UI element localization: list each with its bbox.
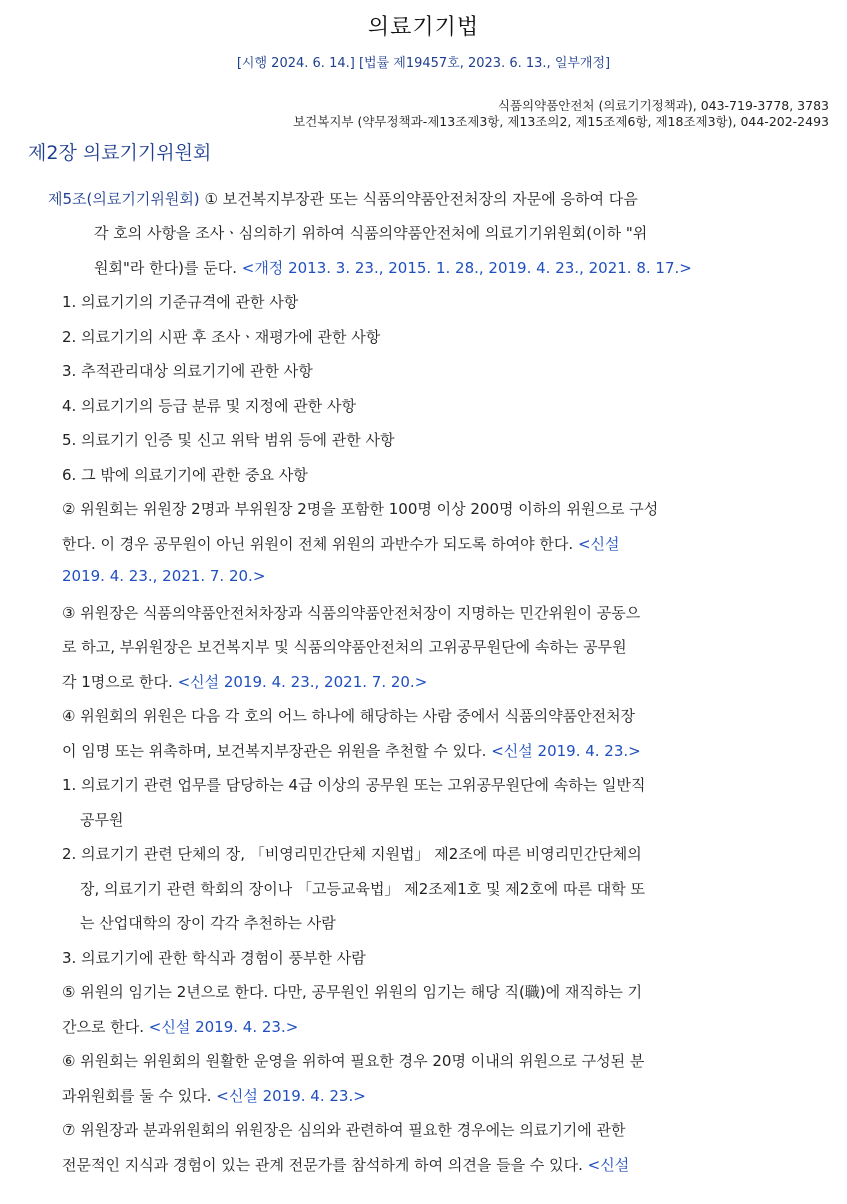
paragraph-6-line-2: 과위원회를 둘 수 있다. <신설 2019. 4. 23.> xyxy=(62,1087,366,1105)
amendment-note: <신설 xyxy=(587,1156,630,1174)
paragraph-5-line-2: 간으로 한다. <신설 2019. 4. 23.> xyxy=(62,1018,299,1036)
paragraph-1-line-3: 원회"라 한다)를 둔다. <개정 2013. 3. 23., 2015. 1. 28., 2019. 4. 23., 2021. 8. 17.> xyxy=(94,259,692,277)
enactment-info: [시행 2024. 6. 14.] [법률 제19457호, 2023. 6. 13., 일부개정] xyxy=(236,56,611,71)
department-mfds: 식품의약품안전처 (의료기기정책과), 043-719-3778, 3783 xyxy=(497,98,829,113)
paragraph-5-line-1: ⑤ 위원의 임기는 2년으로 한다. 다만, 공무원인 위원의 임기는 해당 직(職)에 재직하는 기 xyxy=(62,983,643,1001)
list-item-continuation: 장, 의료기기 관련 학회의 장이나 「고등교육법」 제2조제1호 및 제2호에 따른 대학 또 xyxy=(80,880,646,898)
amendment-note: <신설 2019. 4. 23.> xyxy=(491,742,641,760)
department-mohw: 보건복지부 (약무정책과-제13조제3항, 제13조의2, 제15조제6항, 제18조제3항), 044-202-2493 xyxy=(293,114,829,129)
paragraph-2-line-1: ② 위원회는 위원장 2명과 부위원장 2명을 포함한 100명 이상 200명 이하의 위원으로 구성 xyxy=(62,500,659,518)
paragraph-7-line-1: ⑦ 위원장과 분과위원회의 위원장은 심의와 관련하여 필요한 경우에는 의료기기에 관한 xyxy=(62,1121,626,1139)
paragraph-3-line-2: 로 하고, 부위원장은 보건복지부 및 식품의약품안전처의 고위공무원단에 속하는 공무원 xyxy=(62,638,627,656)
paragraph-1-line-2: 각 호의 사항을 조사ㆍ심의하기 위하여 식품의약품안전처에 의료기기위원회(이하 "위 xyxy=(94,224,648,242)
law-title: 의료기기법 xyxy=(367,15,480,40)
list-item: 3. 추적관리대상 의료기기에 관한 사항 xyxy=(62,362,313,380)
list-item-continuation: 는 산업대학의 장이 각각 추천하는 사람 xyxy=(80,914,336,932)
article-first-line xyxy=(48,188,638,209)
paragraph-7-line-2: 전문적인 지식과 경험이 있는 관계 전문가를 참석하게 하여 의견을 들을 수 있다. <신설 xyxy=(62,1156,630,1174)
list-item: 4. 의료기기의 등급 분류 및 지정에 관한 사항 xyxy=(62,397,357,415)
paragraph-3-line-1: ③ 위원장은 식품의약품안전처차장과 식품의약품안전처장이 지명하는 민간위원이 공동으 xyxy=(62,604,641,622)
list-item: 1. 의료기기의 기준규격에 관한 사항 xyxy=(62,293,299,311)
list-item: 2. 의료기기 관련 단체의 장, 「비영리민간단체 지원법」 제2조에 따른 비영리민간단체의 xyxy=(62,845,642,863)
list-item: 2. 의료기기의 시판 후 조사ㆍ재평가에 관한 사항 xyxy=(62,328,381,346)
amendment-note: 2019. 4. 23., 2021. 7. 20.> xyxy=(62,567,266,585)
paragraph-1-line-1: ① 보건복지부장관 또는 식품의약품안전처장의 자문에 응하여 다음 xyxy=(199,190,638,208)
amendment-note: <신설 2019. 4. 23.> xyxy=(216,1087,366,1105)
paragraph-4-line-1: ④ 위원회의 위원은 다음 각 호의 어느 하나에 해당하는 사람 중에서 식품의약품안전처장 xyxy=(62,707,636,725)
paragraph-2-line-2: 한다. 이 경우 공무원이 아닌 위원이 전체 위원의 과반수가 되도록 하여야 한다. <신설 xyxy=(62,535,620,553)
list-item: 6. 그 밖에 의료기기에 관한 중요 사항 xyxy=(62,466,308,484)
list-item: 1. 의료기기 관련 업무를 담당하는 4급 이상의 공무원 또는 고위공무원단에 속하는 일반직 xyxy=(62,776,646,794)
list-item: 3. 의료기기에 관한 학식과 경험이 풍부한 사람 xyxy=(62,949,366,967)
amendment-note: <신설 2019. 4. 23.> xyxy=(148,1018,299,1036)
amendment-note: <개정 2013. 3. 23., 2015. 1. 28., 2019. 4. 23., 2021. 8. 17.> xyxy=(241,259,692,277)
amendment-note: <신설 xyxy=(577,535,620,553)
paragraph-3-line-3: 각 1명으로 한다. <신설 2019. 4. 23., 2021. 7. 20.> xyxy=(62,673,428,691)
list-item: 5. 의료기기 인증 및 신고 위탁 범위 등에 관한 사항 xyxy=(62,431,395,449)
chapter-heading: 제2장 의료기기위원회 xyxy=(28,142,212,164)
list-item-continuation: 공무원 xyxy=(80,811,124,829)
amendment-note: <신설 2019. 4. 23., 2021. 7. 20.> xyxy=(177,673,428,691)
paragraph-4-line-2: 이 임명 또는 위촉하며, 보건복지부장관은 위원을 추천할 수 있다. <신설 2019. 4. 23.> xyxy=(62,742,641,760)
paragraph-6-line-1: ⑥ 위원회는 위원회의 원활한 운영을 위하여 필요한 경우 20명 이내의 위원으로 구성된 분 xyxy=(62,1052,645,1070)
article-label: 제5조(의료기기위원회) xyxy=(48,190,200,208)
